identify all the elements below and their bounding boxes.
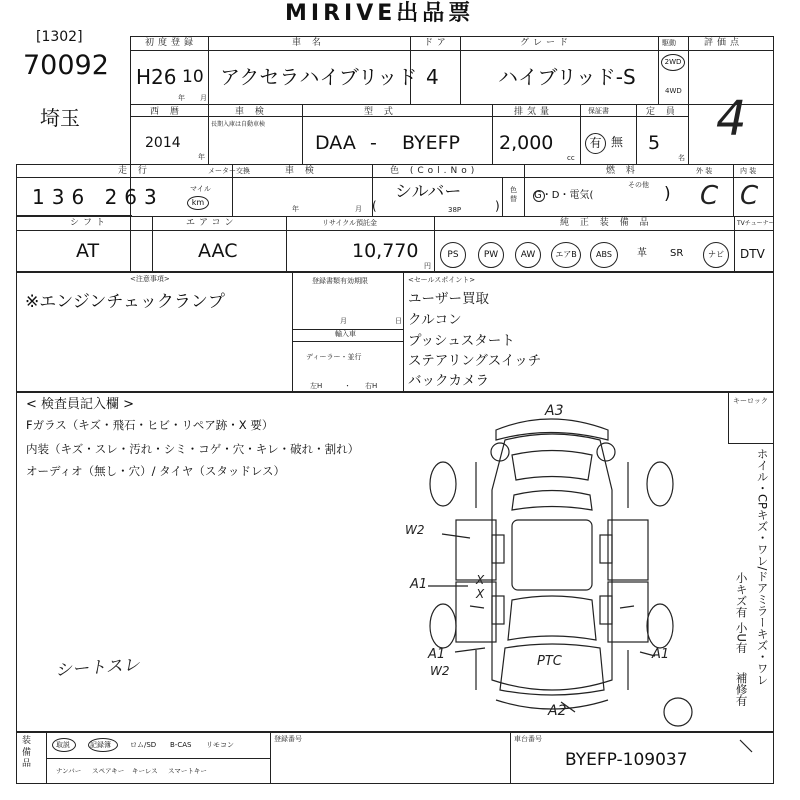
damage-mark: X xyxy=(476,573,485,587)
label-equipment: 純 正 装 備 品 xyxy=(560,218,653,228)
side-note-wheel: ホイル・CPキズ・ワレ/ドアミラーキズ・ワレ xyxy=(755,448,770,686)
equip-spare-key: スペアキー xyxy=(92,767,125,775)
label-doors: ドア xyxy=(424,38,450,48)
equip-bcas: B-CAS xyxy=(170,741,192,749)
sales-point: ユーザー買取 xyxy=(408,291,489,307)
equip-plate: ナンバー xyxy=(56,767,82,775)
cc-unit: cc xyxy=(567,154,575,162)
color-change: 色替 xyxy=(510,186,517,204)
label-import: 輸入車 xyxy=(335,330,356,338)
fuel-options: G・D・電気( xyxy=(534,190,594,201)
color-code: 38P xyxy=(448,206,462,214)
equipment-navi: ナビ xyxy=(703,242,729,268)
color-name: シルバー xyxy=(395,182,462,202)
shaken-month: 月 xyxy=(355,205,362,213)
equipment-aw: AW xyxy=(515,242,541,268)
region: 埼玉 xyxy=(40,106,80,130)
label-displacement: 排気量 xyxy=(514,107,554,117)
doors-value: 4 xyxy=(426,65,439,89)
month-unit: 月 xyxy=(200,94,207,102)
damage-mark: PTC xyxy=(537,654,562,669)
drive-right: 右H xyxy=(365,382,378,390)
aircon-value: AAC xyxy=(198,240,238,262)
label-mileage: 走 行 xyxy=(118,166,151,176)
reg-month: 月 xyxy=(340,317,347,325)
label-seats: 定 員 xyxy=(646,107,679,117)
chassis-number: BYEFP-109037 xyxy=(565,750,688,770)
equip-remote: リモコン xyxy=(206,741,234,749)
notes-value: ※エンジンチェックランプ xyxy=(25,292,225,312)
equipment-sunroof: SR xyxy=(670,248,684,259)
damage-mark: W2 xyxy=(430,664,450,678)
bottom-div-chassis xyxy=(510,732,511,784)
label-fuel: 燃 料 xyxy=(606,166,639,176)
equipment-abs: ABS xyxy=(590,242,618,268)
equip-records-circle xyxy=(88,738,118,752)
warranty-yes: 有 xyxy=(585,133,606,154)
label-tv-tuner: TVチューナー xyxy=(737,220,775,227)
equipment-pw: PW xyxy=(478,242,504,268)
drive-left: 左H xyxy=(310,382,323,390)
equip-manual: 取説 xyxy=(56,741,70,749)
equipment-ps: PS xyxy=(440,242,466,268)
mileage-digit: 6 xyxy=(71,185,92,209)
drive-2wd: 2WD xyxy=(661,54,685,71)
mileage-digit: 1 xyxy=(32,185,52,209)
sales-point: ステアリングスイッチ xyxy=(408,353,542,369)
mileage-digit: 3 xyxy=(144,185,164,209)
label-western: 西 暦 xyxy=(150,107,183,117)
drive-dot: ・ xyxy=(344,382,351,390)
sales-point: バックカメラ xyxy=(408,373,489,389)
yen-unit: 円 xyxy=(424,262,431,270)
lot-code: [1302] xyxy=(36,29,83,45)
model-dash: - xyxy=(370,132,377,154)
interior-grade: C xyxy=(740,181,759,211)
label-model: 型 式 xyxy=(364,107,397,117)
exterior-grade: C xyxy=(700,181,719,211)
inspector-line-interior: 内装（キズ・スレ・汚れ・シミ・コゲ・穴・キレ・破れ・割れ） xyxy=(26,442,360,456)
seats-unit: 名 xyxy=(678,154,685,162)
damage-mark: X xyxy=(476,587,485,601)
mile-unit: マイル xyxy=(190,185,211,193)
damage-mark: W2 xyxy=(405,523,425,537)
label-notes: <注意事項> xyxy=(130,275,170,283)
equip-smart-key: スマートキー xyxy=(168,767,207,775)
damage-mark: A1 xyxy=(428,647,446,662)
mileage-digit: 2 xyxy=(104,185,125,209)
sales-point: プッシュスタート xyxy=(408,333,515,349)
inspector-line-audio: オーディオ（無し・穴）/ タイヤ（スタッドレス） xyxy=(26,464,286,478)
sheet-title: 出品票 xyxy=(396,1,475,26)
damage-mark: A1 xyxy=(652,647,670,662)
seats-value: 5 xyxy=(648,132,661,154)
damage-mark: A1 xyxy=(410,577,428,592)
label-interior: 内 装 xyxy=(740,167,757,175)
shift-value: AT xyxy=(76,240,100,262)
label-reg-no: 登録番号 xyxy=(274,735,302,743)
label-drive: 駆動 xyxy=(662,39,676,47)
mileage-digit: 6 xyxy=(124,185,145,209)
label-warranty: 保証書 xyxy=(588,107,609,115)
label-chassis-no: 車台番号 xyxy=(514,735,542,743)
equip-records: 記録簿 xyxy=(90,741,111,749)
drive-4wd: 4WD xyxy=(665,87,682,95)
equip-keyless: キーレス xyxy=(132,767,158,775)
fuel-other: その他 xyxy=(628,181,649,189)
warranty-no: 無 xyxy=(611,135,624,149)
label-color: 色 (Col.No) xyxy=(390,166,479,176)
car-name: アクセラハイブリッド xyxy=(220,65,418,89)
label-inspector: < 検査員記入欄 > xyxy=(26,397,135,412)
label-dealer: ディーラー・並行 xyxy=(306,353,362,361)
equip-rom: ロム/SD xyxy=(130,741,157,749)
grade-value: ハイブリッド-S xyxy=(498,65,636,89)
year-western: 2014 xyxy=(145,135,181,151)
brand-name: MIRIVE xyxy=(285,1,397,26)
fuel-close: ) xyxy=(664,184,671,204)
score-value: 4 xyxy=(716,91,747,147)
sales-point: クルコン xyxy=(408,312,462,328)
label-reg-expiry: 登録書類有効期限 xyxy=(312,277,368,285)
side-note-repair: 補修有 xyxy=(734,672,749,707)
shaken-year: 年 xyxy=(292,205,299,213)
equipment-airbag: エアB xyxy=(551,242,581,268)
color-code-close: ) xyxy=(495,199,500,213)
label-aircon: エアコン xyxy=(186,218,238,228)
label-grade: グレード xyxy=(520,38,573,48)
label-odometer-change: メーター交換 xyxy=(208,167,250,175)
damage-mark: A3 xyxy=(545,403,564,419)
year-unit-2: 年 xyxy=(198,153,205,161)
equipment-leather: 革 xyxy=(637,248,647,259)
label-shaken: 車 検 xyxy=(285,166,318,176)
label-shift: シフト xyxy=(70,218,110,228)
label-inspection: 車 検 xyxy=(235,107,268,117)
year-unit: 年 xyxy=(178,94,185,102)
side-note-small-u: 小U有 xyxy=(734,622,749,654)
handwritten-note: シートスレ xyxy=(54,655,141,681)
label-sales-points: <セールスポイント> xyxy=(408,276,476,284)
label-car-name: 車 名 xyxy=(292,38,325,48)
label-score: 評価点 xyxy=(704,38,744,48)
displacement-value: 2,000 xyxy=(499,132,554,154)
bottom-label: 装備品 xyxy=(22,736,32,770)
side-note-small-scratch: 小キズ有 xyxy=(734,572,749,618)
damage-mark: A2 xyxy=(548,703,567,719)
label-first-reg: 初度登録 xyxy=(145,38,198,48)
equipment-dtv: DTV xyxy=(740,247,765,261)
km-unit: km xyxy=(187,196,209,210)
lot-number: 70092 xyxy=(23,50,109,81)
first-reg-era: H26 xyxy=(136,65,177,89)
label-exterior: 外 装 xyxy=(696,167,713,175)
model-prefix: DAA xyxy=(315,132,356,154)
bottom-div-reg xyxy=(270,732,271,784)
inspection-note: 長期入庫は自動車検 xyxy=(211,121,266,128)
equip-manual-circle xyxy=(52,738,76,752)
label-key-lock: キーロック xyxy=(733,397,768,405)
reg-day: 日 xyxy=(395,317,402,325)
model-code: BYEFP xyxy=(402,132,460,154)
first-reg-month: 10 xyxy=(182,67,204,87)
color-code-open: ( xyxy=(372,199,377,213)
recycle-fee-value: 10,770 xyxy=(352,240,419,262)
mileage-digit: 3 xyxy=(51,185,72,209)
inspector-line-glass: Fガラス（キズ・飛石・ヒビ・リペア跡・X 要） xyxy=(26,418,274,432)
bottom-mid-line xyxy=(46,758,270,759)
label-recycle: リサイクル預託金 xyxy=(322,219,378,227)
